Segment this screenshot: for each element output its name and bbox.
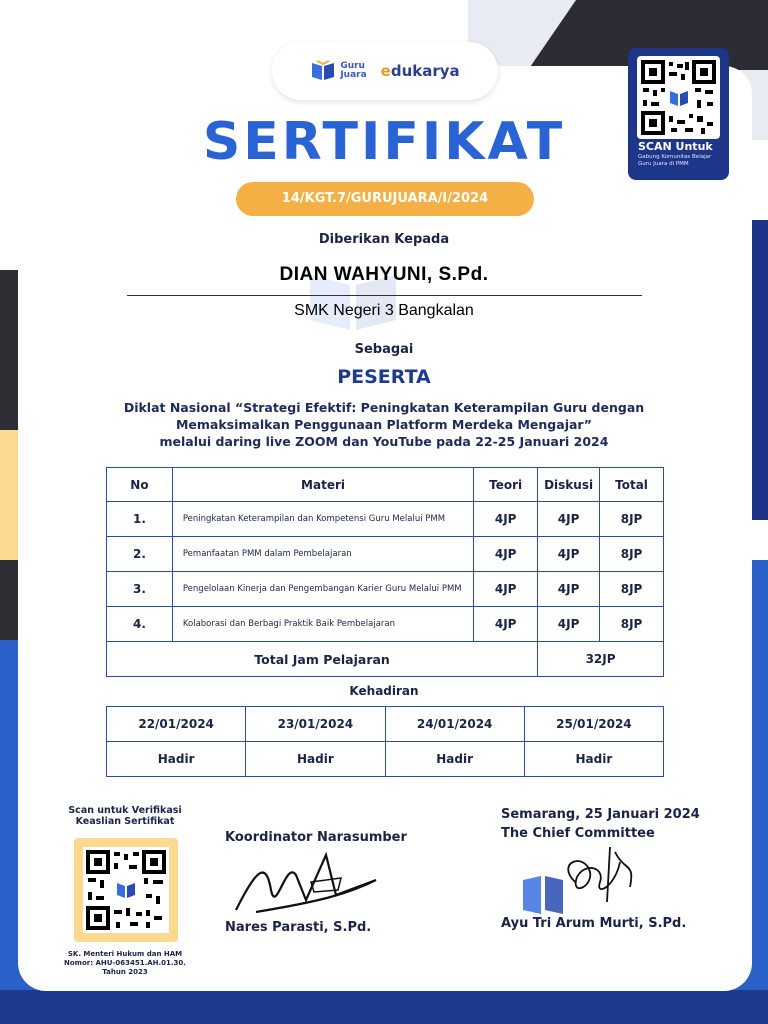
materials-table — [106, 467, 664, 677]
attendance-label: Kehadiran — [349, 684, 419, 698]
chief-title: The Chief Committee — [501, 826, 655, 841]
cell-diskusi: 4JP — [538, 607, 600, 642]
attendance-status: Hadir — [385, 742, 524, 777]
table-row — [107, 572, 664, 607]
cell-total: 8JP — [600, 502, 664, 537]
attendance-status-row — [107, 742, 664, 777]
recipient-school: SMK Negeri 3 Bangkalan — [294, 302, 474, 319]
logo-text-guru: Guru — [340, 61, 365, 71]
coordinator-signature — [226, 840, 396, 920]
name-underline — [127, 295, 642, 296]
attendance-date-row — [107, 707, 664, 742]
cell-diskusi: 4JP — [538, 502, 600, 537]
cell-no: 2. — [107, 537, 173, 572]
cell-no: 3. — [107, 572, 173, 607]
logo-text-juara: Juara — [340, 70, 367, 80]
cell-materi: Peningkatan Keterampilan dan Kompetensi Guru Melalui PMM — [172, 502, 473, 537]
cell-teori: 4JP — [474, 502, 538, 537]
cell-total: 8JP — [600, 607, 664, 642]
description-line: melalui daring live ZOOM dan YouTube pada 22-25 Januari 2024 — [159, 434, 609, 449]
book-icon — [310, 60, 336, 82]
cell-no: 1. — [107, 502, 173, 537]
verification-label-line: Scan untuk Verifikasi — [68, 805, 182, 816]
header-teori: Teori — [474, 468, 538, 502]
table-header-row — [107, 468, 664, 502]
total-label: Total Jam Pelajaran — [107, 642, 538, 677]
as-label: Sebagai — [354, 342, 414, 357]
header-diskusi: Diskusi — [538, 468, 600, 502]
cell-diskusi: 4JP — [538, 572, 600, 607]
chief-signature — [515, 842, 645, 922]
coordinator-title: Koordinator Narasumber — [225, 830, 407, 845]
description-line: Memaksimalkan Penggunaan Platform Merdeka Mengajar” — [175, 417, 593, 432]
edukarya-prefix: e — [380, 62, 391, 80]
cell-materi: Pengelolaan Kinerja dan Pengembangan Karier Guru Melalui PMM — [172, 572, 473, 607]
legal-line: Nomor: AHU-063451.AH.01.30. — [64, 959, 186, 967]
cell-teori: 4JP — [474, 607, 538, 642]
certificate-number: 14/KGT.7/GURUJUARA/I/2024 — [236, 182, 534, 216]
scan-box-subtitle: Gabung Komunitas Belajar Guru Juara di PMM — [638, 154, 712, 167]
attendance-status: Hadir — [246, 742, 385, 777]
header-no: No — [107, 468, 173, 502]
verification-qr[interactable] — [74, 838, 178, 942]
attendance-date: 25/01/2024 — [524, 707, 663, 742]
cell-no: 4. — [107, 607, 173, 642]
cell-total: 8JP — [600, 537, 664, 572]
verification-label — [50, 805, 200, 827]
chief-name: Ayu Tri Arum Murti, S.Pd. — [501, 916, 687, 931]
legal-line: Tahun 2023 — [102, 968, 148, 976]
header-materi: Materi — [172, 468, 473, 502]
attendance-date: 24/01/2024 — [385, 707, 524, 742]
event-description — [70, 399, 698, 450]
certificate-title: SERTIFIKAT — [202, 112, 566, 172]
edukarya-suffix: dukarya — [390, 62, 460, 80]
cell-total: 8JP — [600, 572, 664, 607]
table-total-row — [107, 642, 664, 677]
bottom-band — [0, 990, 768, 1024]
table-row — [107, 537, 664, 572]
attendance-date: 23/01/2024 — [246, 707, 385, 742]
guru-juara-logo — [310, 60, 366, 82]
attendance-table — [106, 706, 664, 777]
cell-teori: 4JP — [474, 572, 538, 607]
cell-teori: 4JP — [474, 537, 538, 572]
coordinator-name: Nares Parasti, S.Pd. — [225, 920, 372, 935]
legal-line: SK. Menteri Hukum dan HAM — [67, 950, 183, 958]
attendance-status: Hadir — [107, 742, 246, 777]
total-value: 32JP — [538, 642, 664, 677]
header-total: Total — [600, 468, 664, 502]
recipient-name: DIAN WAHYUNI, S.Pd. — [279, 264, 489, 285]
legal-notice — [40, 950, 210, 977]
cell-materi: Pemanfaatan PMM dalam Pembelajaran — [172, 537, 473, 572]
qr-code-icon — [83, 847, 169, 933]
table-row — [107, 502, 664, 537]
given-to-label: Diberikan Kepada — [318, 232, 450, 247]
place-date: Semarang, 25 Januari 2024 — [501, 807, 700, 822]
edukarya-logo — [381, 62, 460, 80]
description-line: Diklat Nasional “Strategi Efektif: Peningkatan Keterampilan Guru dengan — [123, 400, 645, 415]
cell-materi: Kolaborasi dan Berbagi Praktik Baik Pembelajaran — [172, 607, 473, 642]
logo-bar — [272, 42, 498, 100]
verification-label-line: Keaslian Sertifikat — [75, 816, 175, 827]
attendance-date: 22/01/2024 — [107, 707, 246, 742]
recipient-role: PESERTA — [337, 366, 431, 388]
table-row — [107, 607, 664, 642]
scan-box-title: SCAN Untuk — [638, 140, 713, 153]
attendance-status: Hadir — [524, 742, 663, 777]
cell-diskusi: 4JP — [538, 537, 600, 572]
